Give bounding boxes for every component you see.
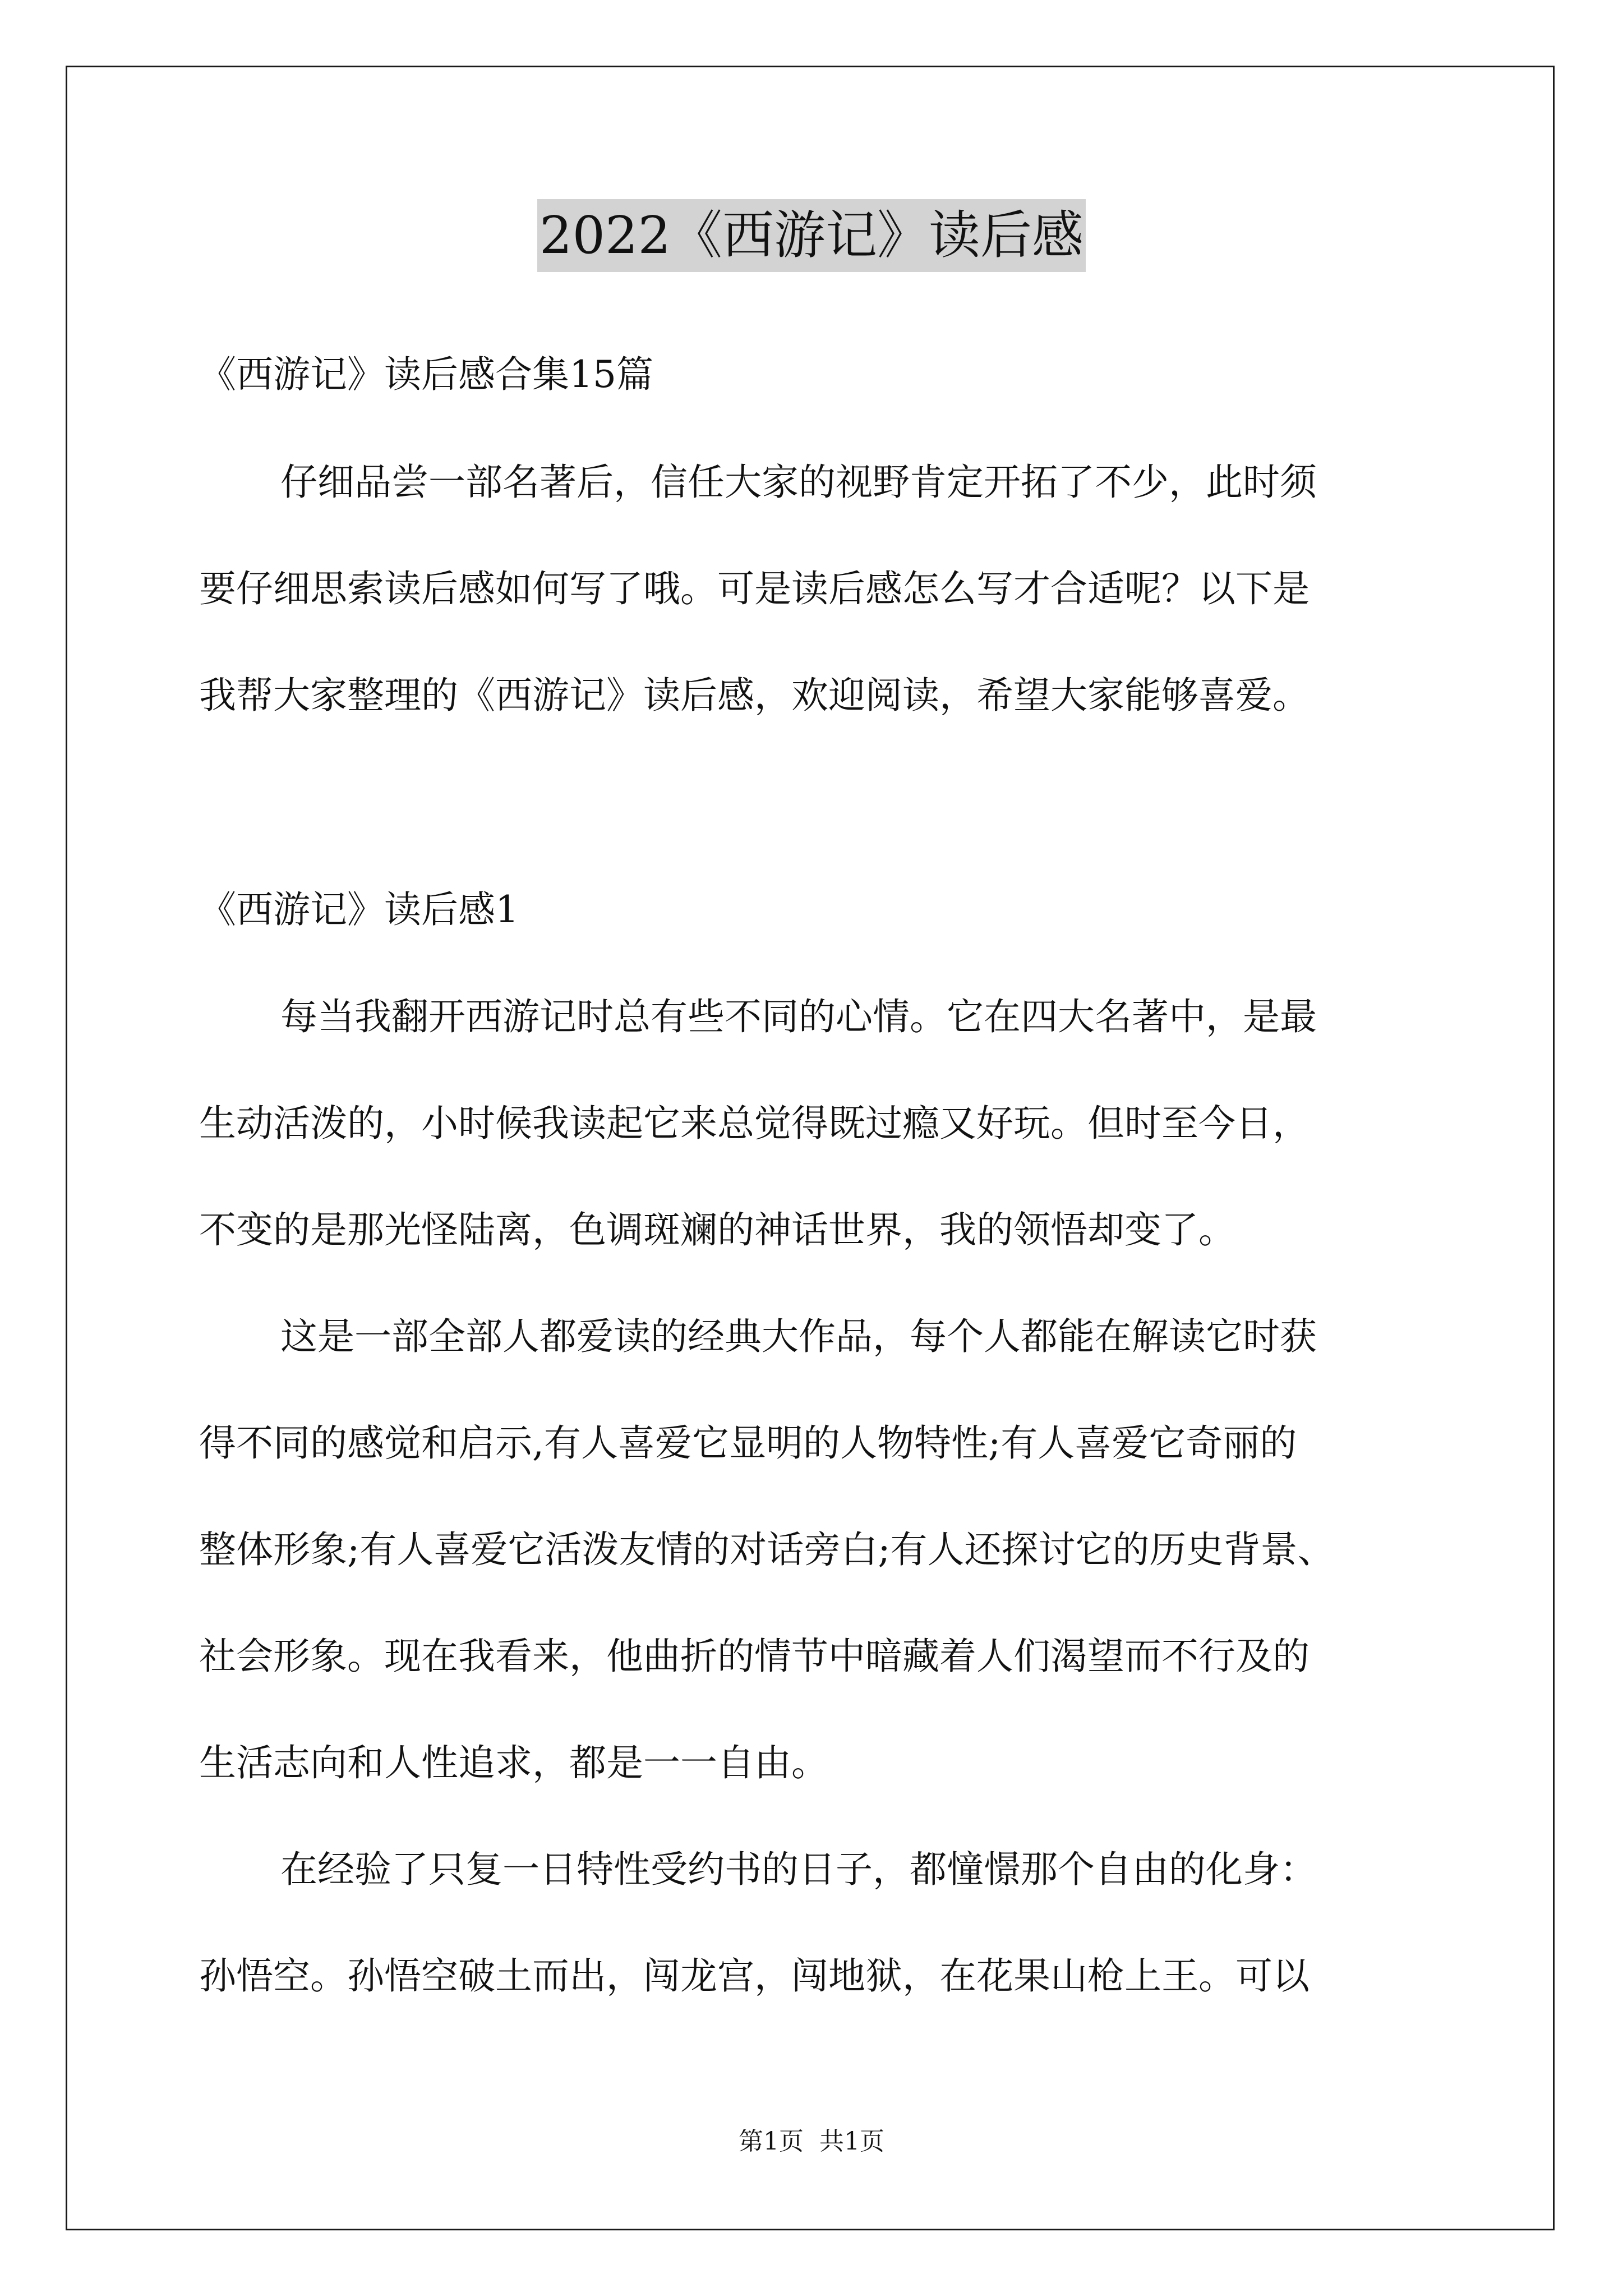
paragraph-line: 每当我翻开西游记时总有些不同的心情。它在四大名著中，是最 xyxy=(280,995,1317,1038)
document-title: 2022《西游记》读后感 xyxy=(537,199,1086,272)
paragraph-line: 孙悟空。孙悟空破土而出，闯龙宫，闯地狱，在花果山枪上王。可以 xyxy=(199,1954,1310,1998)
paragraph-line: 这是一部全部人都爱读的经典大作品，每个人都能在解读它时获 xyxy=(280,1315,1317,1358)
paragraph-line: 得不同的感觉和启示,有人喜爱它显明的人物特性;有人喜爱它奇丽的 xyxy=(199,1421,1297,1465)
paragraph-line: 整体形象;有人喜爱它活泼友情的对话旁白;有人还探讨它的历史背景、 xyxy=(199,1528,1335,1571)
page-footer xyxy=(0,2126,1623,2157)
section-heading: 《西游记》读后感1 xyxy=(199,888,519,931)
paragraph-line: 社会形象。现在我看来，他曲折的情节中暗藏着人们渴望而不行及的 xyxy=(199,1635,1310,1678)
paragraph-line: 在经验了只复一日特性受约书的日子，都憧憬那个自由的化身： xyxy=(280,1848,1317,1891)
title-container xyxy=(0,199,1623,272)
intro-line: 仔细品尝一部名著后，信任大家的视野肯定开拓了不少，此时须 xyxy=(280,461,1317,504)
paragraph-line: 生动活泼的，小时候我读起它来总觉得既过瘾又好玩。但时至今日， xyxy=(199,1102,1310,1145)
page-number: 第1页 xyxy=(739,2127,804,2156)
paragraph-line: 生活志向和人性追求，都是一一自由。 xyxy=(199,1741,828,1784)
document-subtitle: 《西游记》读后感合集15篇 xyxy=(199,353,653,396)
intro-line: 我帮大家整理的《西游记》读后感，欢迎阅读，希望大家能够喜爱。 xyxy=(199,674,1310,717)
page-total: 共1页 xyxy=(819,2127,884,2156)
paragraph-line: 不变的是那光怪陆离，色调斑斓的神话世界，我的领悟却变了。 xyxy=(199,1208,1235,1251)
intro-line: 要仔细思索读后感如何写了哦。可是读后感怎么写才合适呢？以下是 xyxy=(199,567,1310,610)
